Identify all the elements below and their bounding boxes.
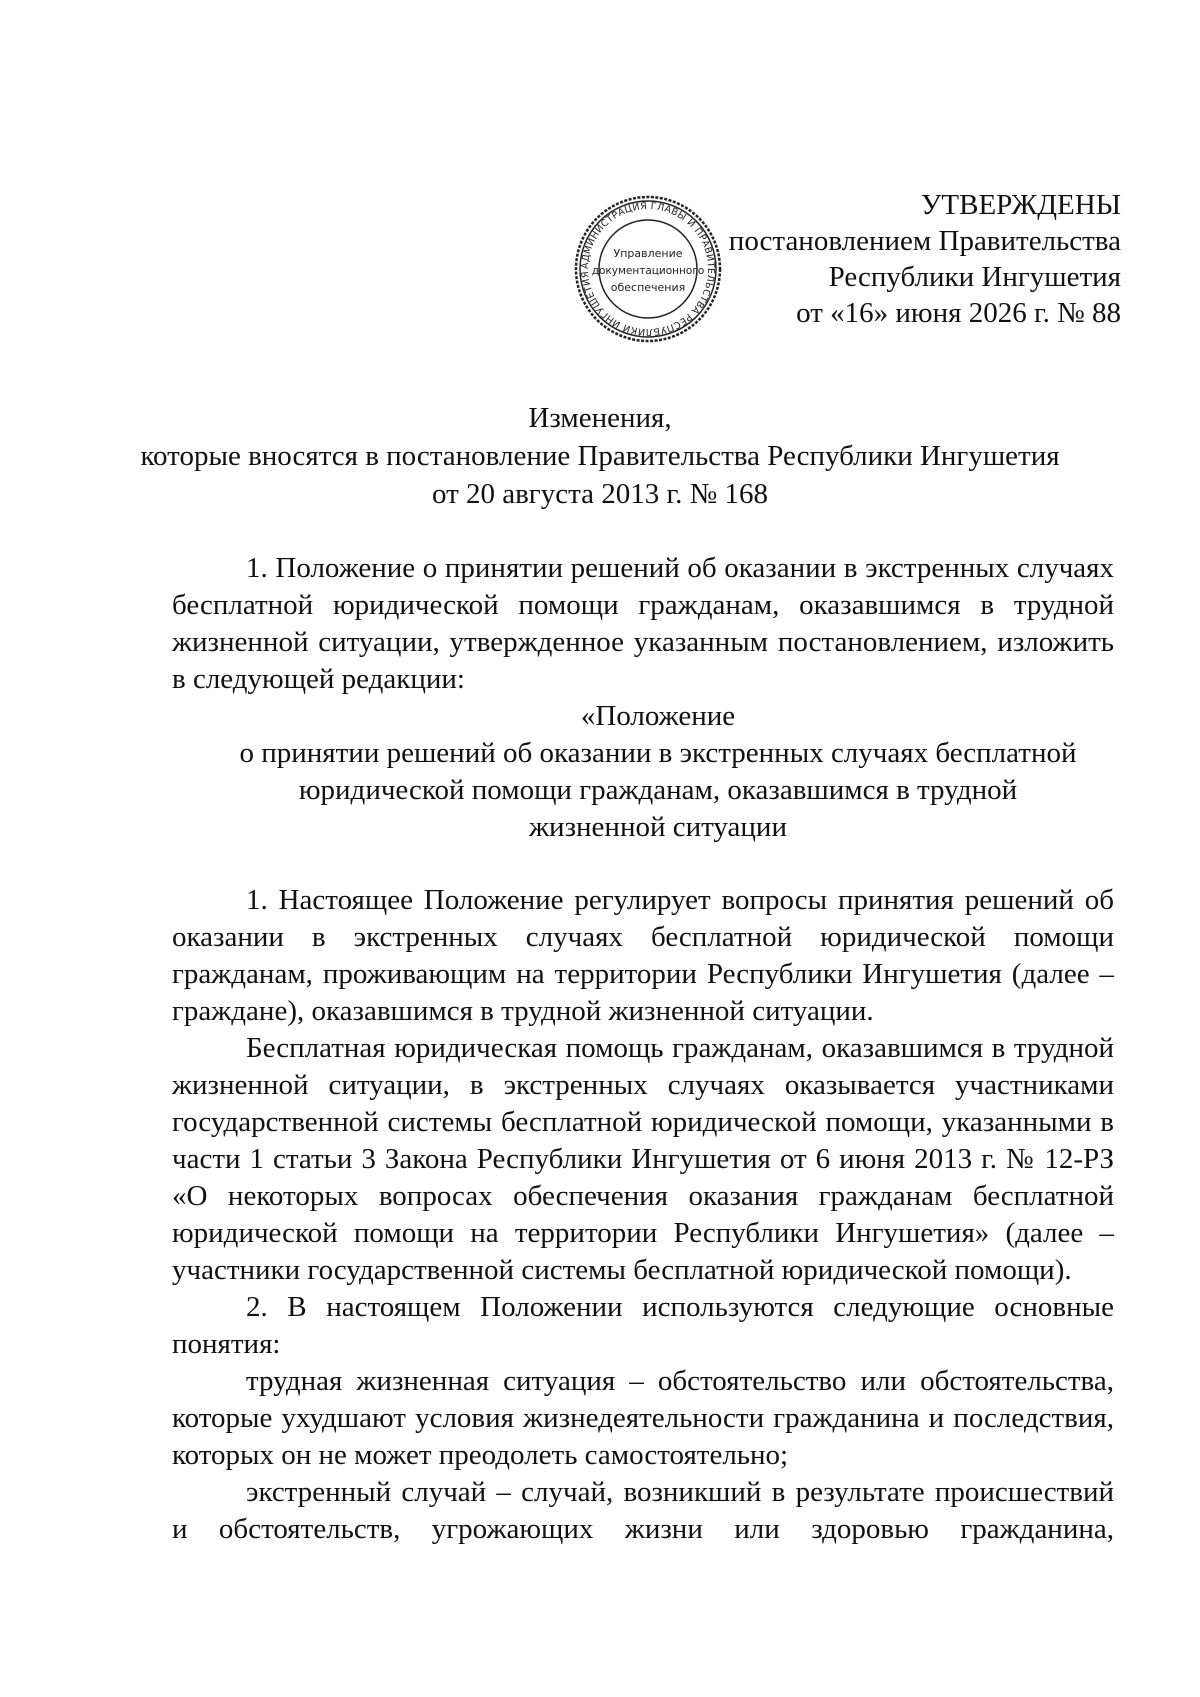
paragraph: Бесплатная юридическая помощь гражданам, оказавшимся в трудной жизненной ситуации, в экстренных случаях оказывается участниками государственной системы бесплатной юридической помощи, указанными в части 1 статьи 3 Закона Республики Ингушетия от 6 июня 2013 г. № 12-РЗ «О некоторых вопросах обеспечения оказания гражданам бесплатной юридической помощи на территории Республики Ингушетия» (далее – участники государственной системы бесплатной юридической помощи). bbox=[172, 1032, 1114, 1286]
paragraph: трудная жизненная ситуация – обстоятельство или обстоятельства, которые ухудшают условия жизнедеятельности гражданина и последствия, которых он не может преодолеть самостоятельно; bbox=[172, 1365, 1114, 1471]
regulation-title-line: жизненной ситуации bbox=[529, 811, 787, 843]
stamp-text-line: документационного bbox=[591, 265, 705, 277]
document-title bbox=[120, 399, 1080, 513]
paragraph-item-1: 1. Положение о принятии решений об оказании в экстренных случаях бесплатной юридической помощи гражданам, оказавшимся в трудной жизненной ситуации, утвержденное указанным постановлением, изложить в следующей редакции: bbox=[172, 552, 1114, 695]
approval-line: Республики Ингушетия bbox=[828, 261, 1121, 293]
paragraph: экстренный случай – случай, возникший в результате происшествий и обстоятельств, угрожающих жизни или здоровью гражданина, bbox=[172, 1476, 1114, 1545]
stamp-text-line: Управление bbox=[613, 247, 683, 260]
regulation-title-line: юридической помощи гражданам, оказавшимся в трудной bbox=[298, 774, 1018, 806]
title-line: Изменения, bbox=[528, 402, 672, 434]
title-line: от 20 августа 2013 г. № 168 bbox=[431, 478, 769, 510]
approval-heading: УТВЕРЖДЕНЫ bbox=[920, 189, 1121, 221]
stamp-ring-text: АДМИНИСТРАЦИЯ ГЛАВЫ И ПРАВИТЕЛЬСТВА РЕСПУБЛИКИ ИНГУШЕТИЯ bbox=[579, 200, 717, 338]
title-line: которые вносятся в постановление Правительства Республики Ингушетия bbox=[140, 440, 1060, 472]
approval-line: постановлением Правительства bbox=[728, 225, 1121, 257]
official-stamp bbox=[572, 193, 724, 345]
stamp-text-line: обеспечения bbox=[610, 281, 686, 294]
paragraph: 2. В настоящем Положении используются следующие основные понятия: bbox=[172, 1291, 1114, 1360]
paragraph: 1. Настоящее Положение регулирует вопросы принятия решений об оказании в экстренных случаях бесплатной юридической помощи гражданам, проживающим на территории Республики Ингушетия (далее – граждане), оказавшимся в трудной жизненной ситуации. bbox=[172, 884, 1114, 1027]
regulation-title-line: о принятии решений об оказании в экстренных случаях бесплатной bbox=[239, 737, 1077, 769]
regulation-title bbox=[172, 698, 1114, 846]
regulation-title-line: «Положение bbox=[580, 700, 736, 732]
approval-block bbox=[729, 187, 1121, 331]
approval-date-number: от «16» июня 2026 г. № 88 bbox=[796, 297, 1121, 329]
document-body bbox=[172, 550, 1114, 1548]
